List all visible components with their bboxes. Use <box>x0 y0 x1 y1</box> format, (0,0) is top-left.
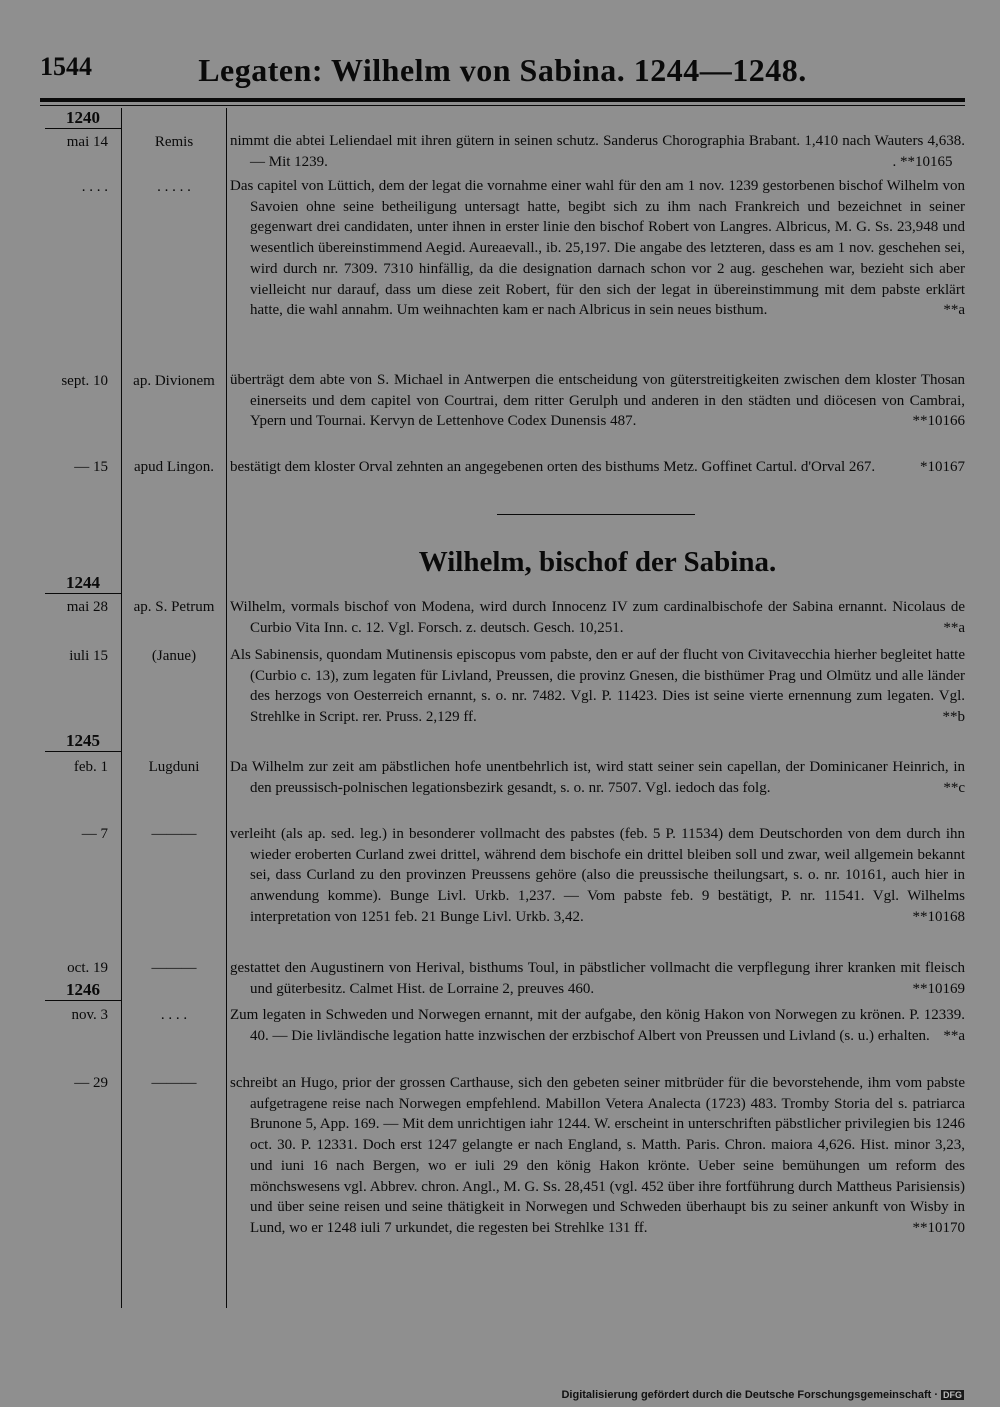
entry-place: . . . . . <box>157 179 191 195</box>
running-title: Legaten: Wilhelm von Sabina. 1244—1248. <box>198 52 807 88</box>
page-header <box>40 52 965 92</box>
dfg-logo: DFG <box>943 1390 962 1400</box>
entry-place: ——— <box>151 960 197 976</box>
entry-place: Remis <box>154 134 194 150</box>
regest-entry: Zum legaten in Schweden und Norwegen ernannt, mit der aufgabe, den könig Hakon von Norwegen zu krönen. P. 12339. 40. — Die livländische legation hatte inzwischen der erzbischof Albert von Preussen und Livland (s. u.) erhalten. **a <box>230 1005 965 1046</box>
entry-date: sept. 10 <box>61 373 108 389</box>
section-divider <box>497 514 695 515</box>
header-rule-thin <box>40 105 965 106</box>
entry-place: ap. S. Petrum <box>133 599 215 615</box>
footer-text: Digitalisierung gefördert durch die Deutsche Forschungsgemeinschaft · <box>561 1389 938 1401</box>
page-number: 1544 <box>40 52 92 81</box>
entry-place: (Janue) <box>151 648 197 664</box>
entry-date: oct. 19 <box>67 960 108 976</box>
regest-entry: Als Sabinensis, quondam Mutinensis episcopus vom pabste, den er auf der flucht von Civitavecchia hierher begleitet hatte (Curbio c. 13), zum legaten für Livland, Preussen, die provinz Gnesen, die bisthümer Prag und Olmütz und alle länder des herzogs von Oesterreich ernannt, s. o. nr. 7482. Vgl. P. 11423. Dies ist seine vierte ernennung zum legaten. Vgl. Strehlke in Script. rer. Pruss. 2,129 ff. **b <box>230 645 965 728</box>
entry-place: . . . . <box>160 1007 188 1023</box>
regest-entry: Das capitel von Lüttich, dem der legat die vornahme einer wahl für den am 1 nov. 1239 gestorbenen bischof Wilhelm von Savoien ohne seine betheiligung untersagt hatte, begibt sich zu ihm nach Frankreich und bezeichnet in seiner gegenwart drei candidaten, unter ihnen in erster linie den bischof Robert von Langres. Albricus, M. G. Ss. 23,948 und wesentlich übereinstimmend Aegid. Aureaevall., ib. 25,197. Die angabe des letzteren, dass es am 1 nov. geschehen sei, wird durch nr. 7309. 7310 hinfällig, da die designation darnach schon vor 2 aug. geschehen war, bezieht sich aber vielleicht nur darauf, dass um diese zeit Robert, für den sich der legat in übereinstimmung mit dem pabste erklärt hatte, die wahl annahm. Um weihnachten kam er nach Albricus in sein neues bisthum. **a <box>230 176 965 321</box>
entry-date: nov. 3 <box>71 1007 108 1023</box>
footer-credit <box>561 1389 964 1401</box>
regest-entry: Wilhelm, vormals bischof von Modena, wird durch Innocenz IV zum cardinalbischofe der Sabina ernannt. Nicolaus de Curbio Vita Inn. c. 12. Vgl. Forsch. z. deutsch. Gesch. 10,251. **a <box>230 597 965 638</box>
regest-entry: bestätigt dem kloster Orval zehnten an angegebenen orten des bisthums Metz. Goffinet Cartul. d'Orval 267. *10167 <box>230 457 965 478</box>
header-rule <box>40 98 965 102</box>
entry-place: apud Lingon. <box>134 459 214 475</box>
regest-entry: gestattet den Augustinern von Herival, bisthums Toul, in päbstlicher vollmacht die verpflegung ihrer kranken mit fleisch und güterbesitz. Calmet Hist. de Lorraine 2, preuves 460. **10169 <box>230 958 965 999</box>
entry-date: mai 28 <box>66 599 108 615</box>
entry-date: — 15 <box>74 459 108 475</box>
entry-date: feb. 1 <box>73 759 108 775</box>
entry-place: ——— <box>151 1075 197 1091</box>
regest-entry: verleiht (als ap. sed. leg.) in besonderer vollmacht des pabstes (feb. 5 P. 11534) dem Deutschorden von dem durch ihn wieder eroberten Curland zwei drittel, während dem bischofe ein drittel bleiben soll und zwar, weil allgemein bekannt sei, dass Curland zu den provinzen Preussens gehöre (also die preussische theilungsart, s. o. nr. 10161, auch hier in anwendung komme). Bunge Livl. Urkb. 1,237. — Vom pabste feb. 9 bestätigt, P. nr. 11541. Vgl. Wilhelms interpretation von 1251 feb. 21 Bunge Livl. Urkb. 3,42. **10168 <box>230 824 965 928</box>
entry-date: — 7 <box>81 826 108 842</box>
year-heading: 1245 <box>45 731 121 752</box>
entry-number: **a <box>943 619 965 636</box>
regest-entry: überträgt dem abte von S. Michael in Antwerpen die entscheidung von güterstreitigkeiten zwischen dem kloster Thosan einerseits und dem capitel von Courtrai, dem ritter Gerulph und anderen in den städten und diöcesen von Cambrai, Ypern und Tournai. Kervyn de Lettenhove Codex Dunensis 487. **10166 <box>230 370 965 432</box>
regest-entry: nimmt die abtei Leliendael mit ihren gütern in seinen schutz. Sanderus Chorographia Brabant. 1,410 nach Wauters 4,638. — Mit 1239. . **10165 <box>230 131 965 172</box>
entry-number: **c <box>943 779 965 796</box>
entry-date: . . . . <box>81 179 108 195</box>
entry-date: iuli 15 <box>69 648 108 664</box>
entry-number: **b <box>942 709 965 726</box>
entry-number: **10170 <box>912 1219 965 1236</box>
column-divider <box>226 108 227 1308</box>
entry-place: ap. Divionem <box>133 373 215 389</box>
entry-number: **a <box>943 302 965 319</box>
entry-number: **10166 <box>912 413 965 430</box>
entry-number: **10168 <box>912 908 965 925</box>
year-heading: 1240 <box>45 108 121 129</box>
regest-entry: schreibt an Hugo, prior der grossen Carthause, sich den gebeten seiner mitbrüder für die bevorstehende, ihm vom pabste aufgetragene reise nach Norwegen empfehlend. Mabillon Vetera Analecta (1723) 483. Tromby Storia del s. patriarca Brunone 5, App. 169. — Mit dem unrichtigen iahr 1244. W. erscheint in unterschriften päbstlicher privilegien bis 1246 oct. 30. P. 12331. Doch erst 1247 gelangte er nach England, s. Matth. Paris. Chron. maiora 4,626. Hist. minor 3,23, und iuni 16 nach Bergen, wo er iuli 29 den könig Hakon krönte. Ueber seine bemühungen um reform des mönchswesens vgl. Abbrev. chron. Angl., M. G. Ss. 28,451 (vgl. 452 über ihre fortführung durch Mattheus Parisiensis) und über seine reisen und seine thätigkeit in Norwegen und Schweden überhaupt bis zu seiner ankunft von Wisby in Lund, wo er 1248 iuli 7 urkundet, die regesten bei Strehlke 131 ff. **10170 <box>230 1073 965 1239</box>
entry-number: *10167 <box>920 459 965 475</box>
entry-number: . **10165 <box>892 153 953 170</box>
year-heading: 1246 <box>45 980 121 1001</box>
entry-number: **a <box>943 1027 965 1044</box>
year-heading: 1244 <box>45 573 121 594</box>
section-title: Wilhelm, bischof der Sabina. <box>418 546 777 578</box>
entry-place: Lugduni <box>148 759 200 775</box>
entry-date: — 29 <box>74 1075 108 1091</box>
entry-number: **10169 <box>912 980 965 997</box>
column-divider <box>121 108 122 1308</box>
entry-date: mai 14 <box>66 134 108 150</box>
regest-entry: Da Wilhelm zur zeit am päbstlichen hofe unentbehrlich ist, wird statt seiner sein capellan, der Dominicaner Heinrich, in den preussisch-polnischen legationsbezirk gesandt, s. o. nr. 7507. Vgl. iedoch das folg. **c <box>230 757 965 798</box>
entry-place: ——— <box>151 826 197 842</box>
